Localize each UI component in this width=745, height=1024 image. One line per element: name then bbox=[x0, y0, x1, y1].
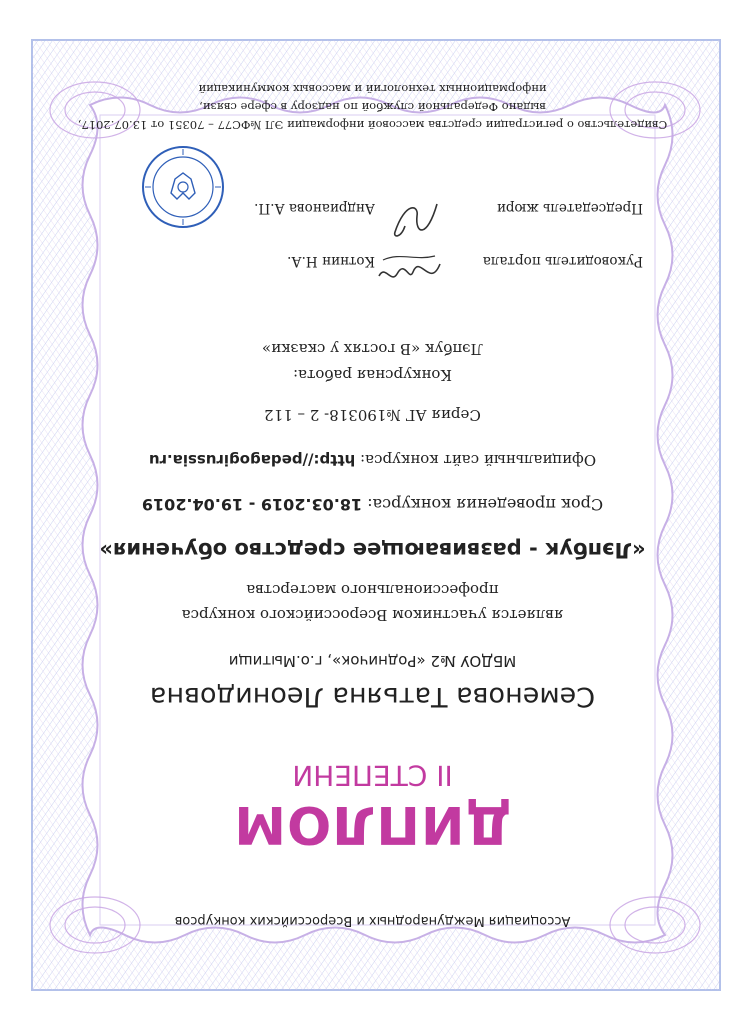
diploma-series-number: Серия АГ №190318- 2 – 112 bbox=[264, 406, 481, 424]
signatory-role-jury-chair: Председатель жюри bbox=[496, 200, 643, 216]
signatory-role-portal-head: Руководитель портала bbox=[482, 253, 643, 269]
signature-portal-head bbox=[375, 249, 445, 294]
recipient-name: Семенова Татьяна Леонидовна bbox=[149, 681, 596, 712]
signature-jury-chair bbox=[385, 194, 445, 244]
participant-status-line-2: профессионального мастерства bbox=[246, 581, 499, 599]
contest-dates bbox=[0, 495, 745, 514]
work-title: Лэпбук «В гостях у сказки» bbox=[261, 340, 484, 358]
contest-topic: «Лэпбук - развивающее средство обучения» bbox=[99, 538, 646, 562]
contest-site bbox=[0, 451, 745, 469]
work-label: Конкурсная работа: bbox=[293, 366, 452, 384]
diploma-title: ДИПЛОМ bbox=[233, 794, 512, 854]
diploma-degree: II СТЕПЕНИ bbox=[292, 759, 453, 792]
association-name: Ассоциация Международных и Всероссийских конкурсов bbox=[174, 913, 571, 928]
contest-dates-label: Срок проведения конкурса: bbox=[367, 495, 604, 514]
contest-site-label: Официальный сайт конкурса: bbox=[360, 451, 597, 469]
contest-dates-value: 18.03.2019 - 19.04.2019 bbox=[141, 495, 363, 514]
registration-line-3: информационных технологий и массовых коммуникаций bbox=[198, 82, 547, 96]
signatory-name-portal-head: Котнин Н.А. bbox=[287, 253, 375, 269]
signatory-name-jury-chair: Андрианова А.П. bbox=[254, 200, 375, 216]
recipient-organization: МБДОУ №2 «Родничок», г.о.Мытищи bbox=[228, 652, 517, 670]
registration-line-1: Свидетельство о регистрации средства массовой информации ЭЛ №ФС77 – 70351 от 13.07.2017, bbox=[77, 118, 668, 132]
registration-line-2: выдано Федеральной службой по надзору в сфере связи, bbox=[199, 100, 546, 114]
association-seal-icon bbox=[141, 145, 225, 229]
participant-status-line-1: является участником Всероссийского конкурса bbox=[181, 606, 564, 624]
contest-site-url: http://pedagogirussia.ru bbox=[148, 451, 356, 469]
